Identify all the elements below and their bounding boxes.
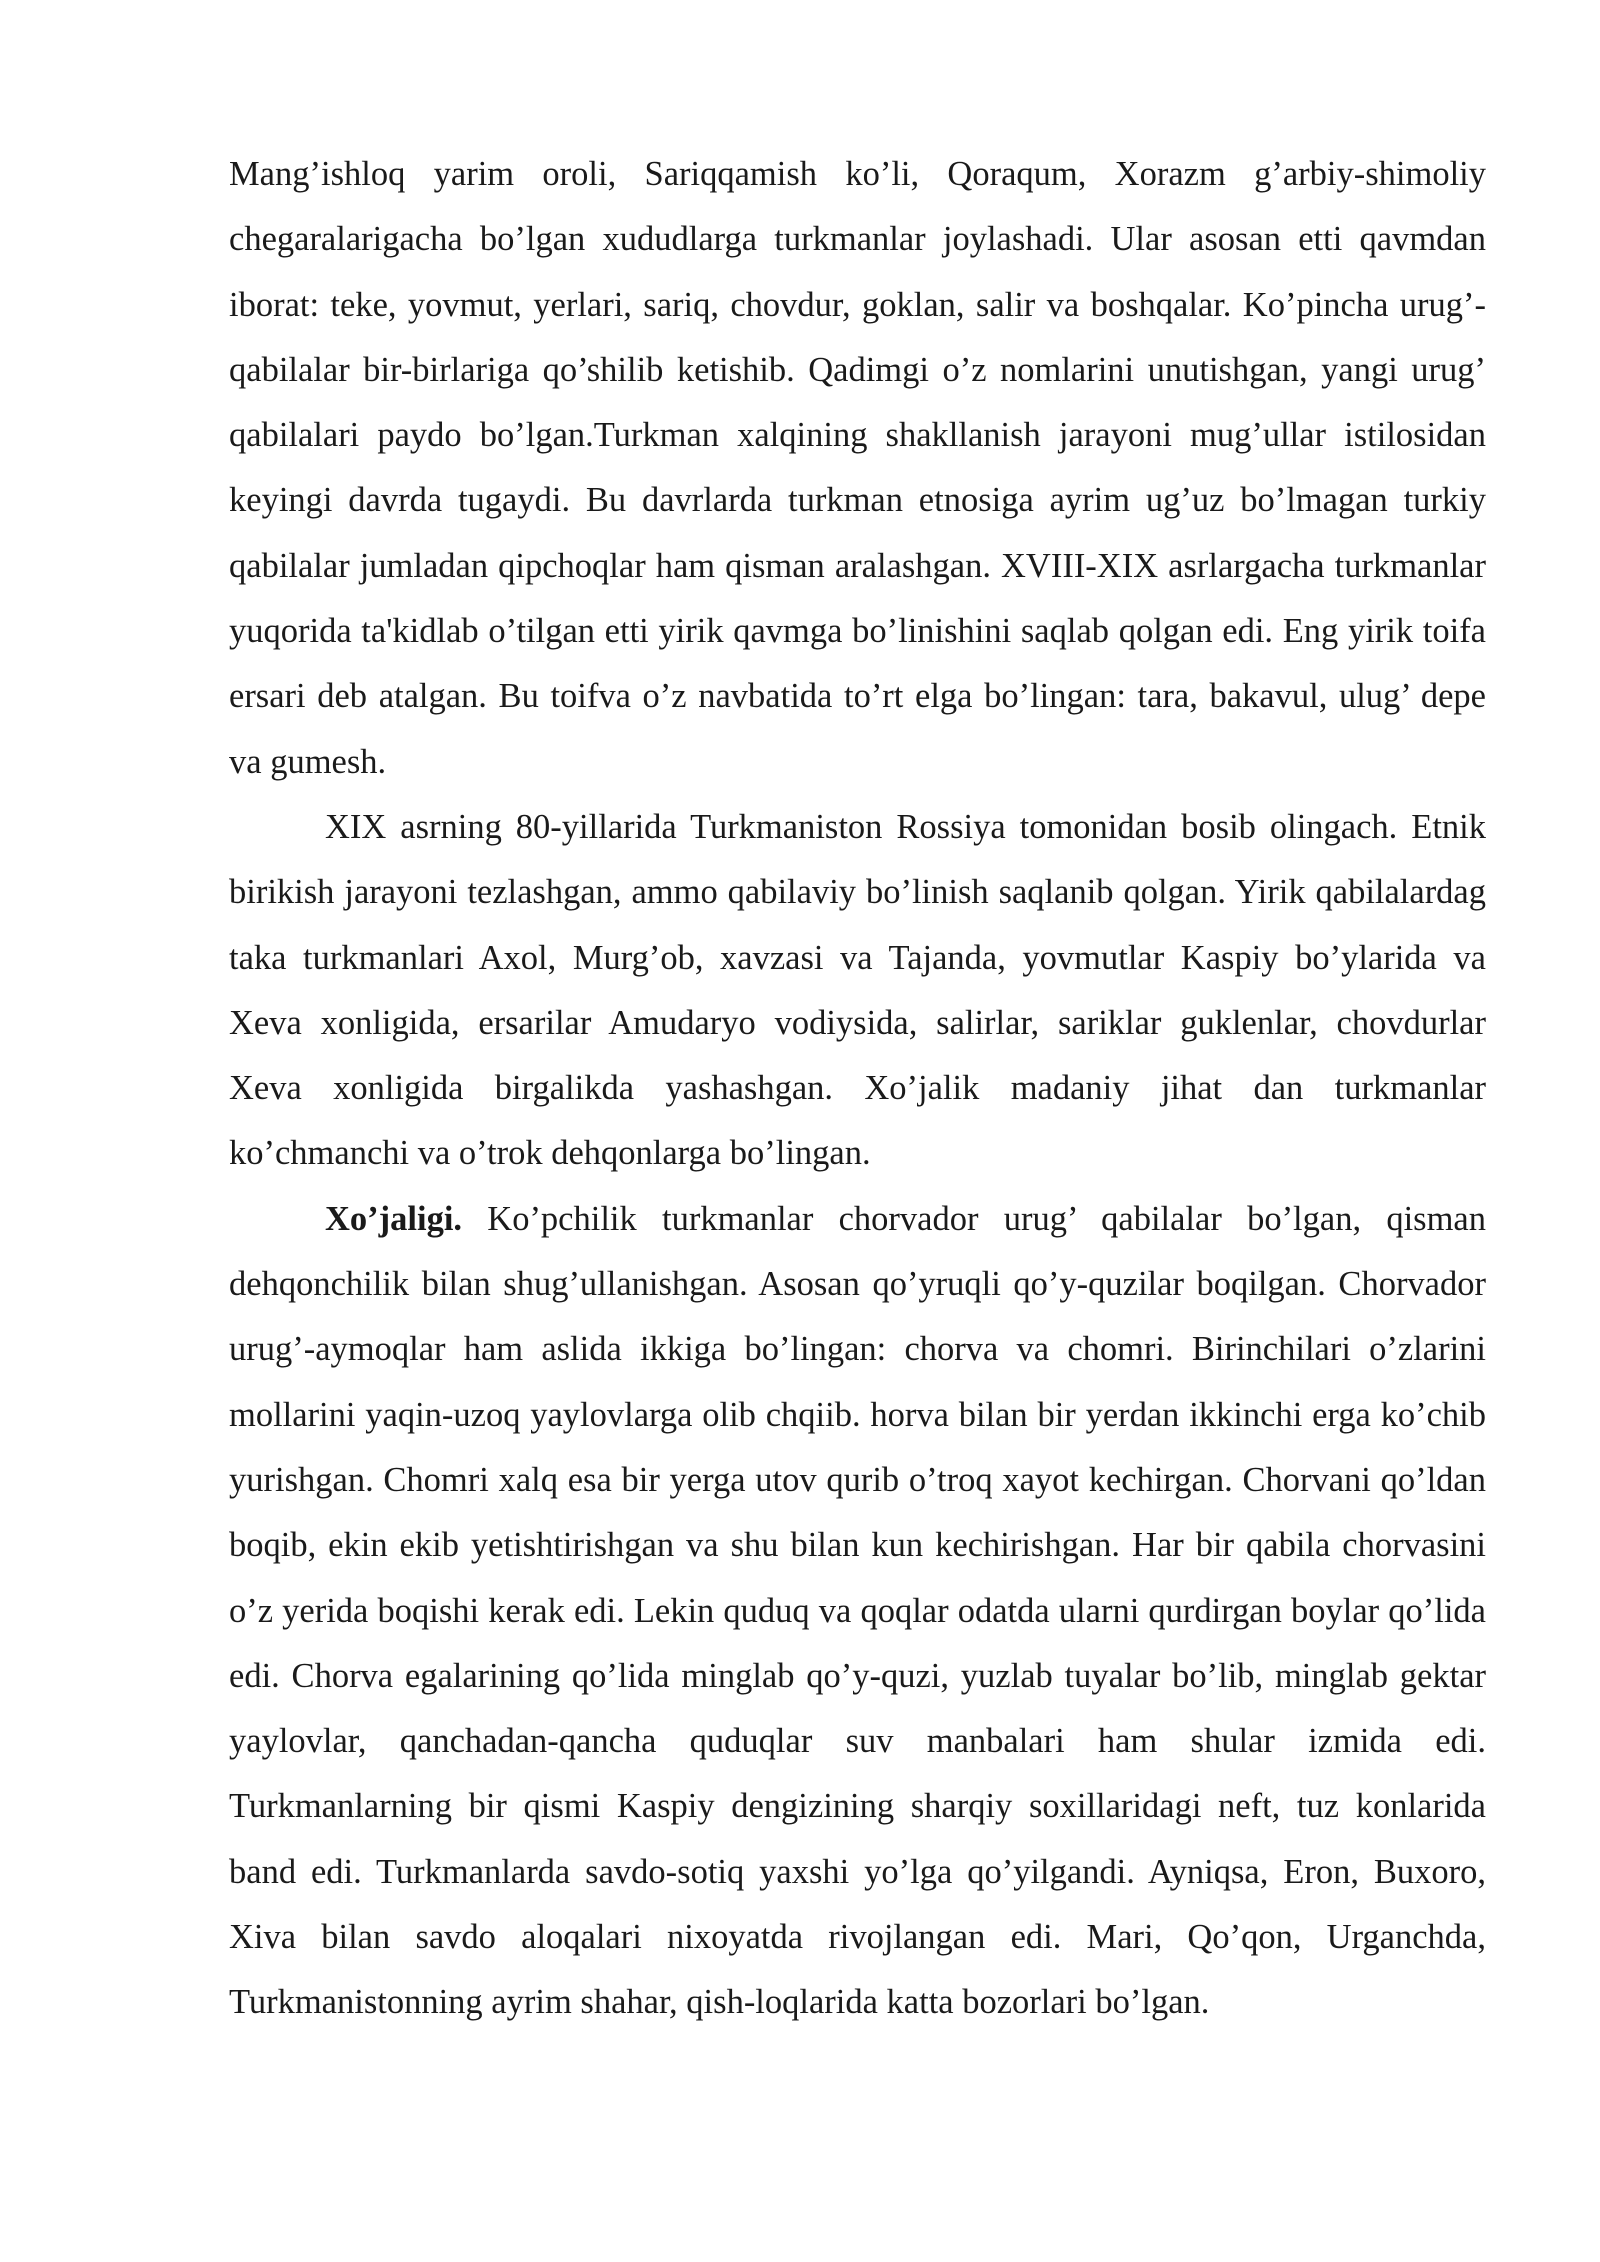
paragraph-2: XIX asrning 80-yillarida Turkmaniston Rossiya tomonidan bosib olingach. Etnik birikish jarayoni tezlashgan, ammo qabilaviy bo’linish saqlanib qolgan. Yirik qabilalardag taka turkmanlari Axol, Murg’ob, xavzasi va Tajanda, yovmutlar Kaspiy bo’ylarida va Xeva xonligida, ersarilar Amudaryo vodiysida, salirlar, sariklar guklenlar, chovdurlar Xeva xonligida birgalikda yashashgan. Xo’jalik madaniy jihat dan turkmanlar ko’chmanchi va o’trok dehqonlarga bo’lingan. (229, 807, 1486, 1173)
paragraph-3-body: Ko’pchilik turkmanlar chorvador urug’ qabilalar bo’lgan, qisman dehqonchilik bilan shug’ullanishgan. Asosan qo’yruqli qo’y-quzilar boqilgan. Chorvador urug’-aymoqlar ham aslida ikkiga bo’lingan: chorva va chomri. Birinchilari o’zlarini mollarini yaqin-uzoq yaylovlarga olib chqiib. horva bilan bir yerdan ikkinchi erga ko’chib yurishgan. Chomri xalq esa bir yerga utov qurib o’troq xayot kechirgan. Chorvani qo’ldan boqib, ekin ekib yetishtirishgan va shu bilan kun kechirishgan. Har bir qabila chorvasini o’z yerida boqishi kerak edi. Lekin quduq va qoqlar odatda ularni qurdirgan boylar qo’lida edi. Chorva egalarining qo’lida minglab qo’y-quzi, yuzlab tuyalar bo’lib, minglab gektar yaylovlar, qanchadan-qancha quduqlar suv manbalari ham shular izmida edi. Turkmanlarning bir qismi Kaspiy dengizining sharqiy soxillaridagi neft, tuz konlarida band edi. Turkmanlarda savdo-sotiq yaxshi yo’lga qo’yilgandi. Ayniqsa, Eron, Buxoro, Xiva bilan savdo aloqalari nixoyatda rivojlangan edi. Mari, Qo’qon, Urganchda, Turkmanistonning ayrim shahar, qish-loqlarida katta bozorlari bo’lgan. (229, 1199, 1486, 2022)
document-page (229, 142, 1486, 2036)
section-term-xojaligi: Xo’jaligi. (325, 1199, 463, 1238)
paragraph-1: Mang’ishloq yarim oroli, Sariqqamish ko’li, Qoraqum, Xorazm g’arbiy-shimoliy chegaralarigacha bo’lgan xududlarga turkmanlar joylashadi. Ular asosan etti qavmdan iborat: teke, yovmut, yerlari, sariq, chovdur, goklan, salir va boshqalar. Ko’pincha urug’-qabilalar bir-birlariga qo’shilib ketishib. Qadimgi o’z nomlarini unutishgan, yangi urug’ qabilalari paydo bo’lgan.Turkman xalqining shakllanish jarayoni mug’ullar istilosidan keyingi davrda tugaydi. Bu davrlarda turkman etnosiga ayrim ug’uz bo’lmagan turkiy qabilalar jumladan qipchoqlar ham qisman aralashgan. XVIII-XIX asrlargacha turkmanlar yuqorida ta'kidlab o’tilgan etti yirik qavmga bo’linishini saqlab qolgan edi. Eng yirik toifa ersari deb atalgan. Bu toifva o’z navbatida to’rt elga bo’lingan: tara, bakavul, ulug’ depe va gumesh. (229, 155, 1486, 781)
paragraph-3 (229, 1187, 1486, 2036)
